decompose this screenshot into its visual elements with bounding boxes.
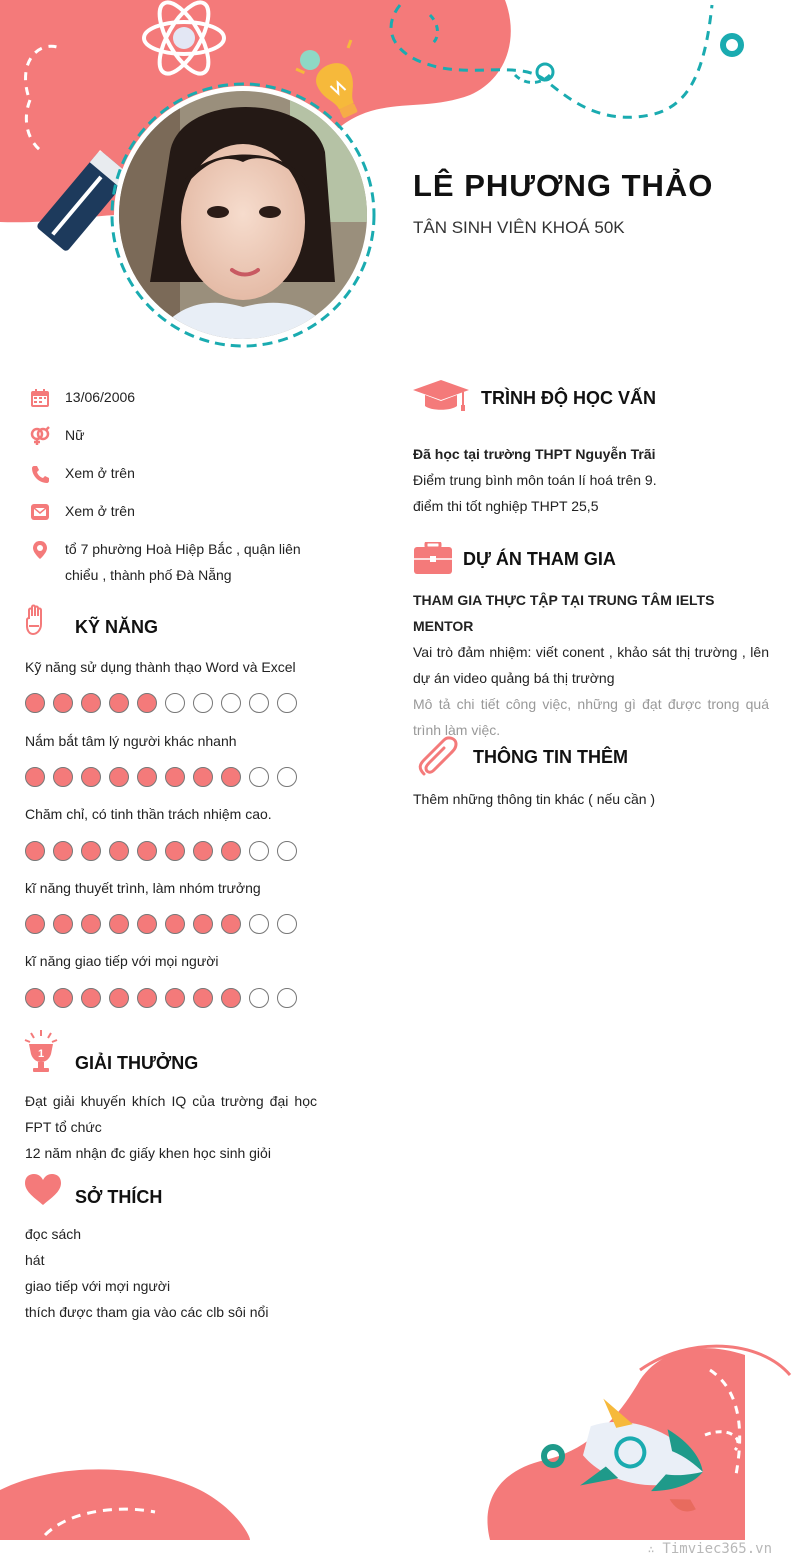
rating-dot-filled bbox=[137, 693, 157, 713]
skill-label: Chăm chỉ, có tinh thần trách nhiệm cao. bbox=[25, 806, 272, 822]
birthdate-row bbox=[30, 388, 135, 410]
rating-dot-filled bbox=[25, 914, 45, 934]
rating-dot-filled bbox=[25, 841, 45, 861]
extra-title: THÔNG TIN THÊM bbox=[473, 747, 628, 767]
rating-dot-filled bbox=[25, 988, 45, 1008]
rating-dot-filled bbox=[137, 914, 157, 934]
rating-dot-filled bbox=[165, 767, 185, 787]
rating-dot-filled bbox=[109, 914, 129, 934]
rating-dot-filled bbox=[221, 767, 241, 787]
rating-dot-filled bbox=[25, 693, 45, 713]
skills-title: KỸ NĂNG bbox=[75, 617, 159, 637]
skill-rating bbox=[25, 914, 297, 934]
hobbies-title: SỞ THÍCH bbox=[75, 1187, 163, 1207]
education-title: TRÌNH ĐỘ HỌC VẤN bbox=[481, 388, 656, 408]
rating-dot-empty bbox=[277, 767, 297, 787]
skill-rating bbox=[25, 841, 297, 861]
skill-rating bbox=[25, 693, 297, 713]
rating-dot-filled bbox=[137, 988, 157, 1008]
gender-icon bbox=[30, 426, 50, 446]
calendar-icon bbox=[30, 388, 50, 408]
rating-dot-filled bbox=[221, 988, 241, 1008]
rating-dot-filled bbox=[193, 767, 213, 787]
email-row bbox=[30, 502, 135, 524]
skill-label: kĩ năng thuyết trình, làm nhóm trưởng bbox=[25, 880, 261, 896]
rating-dot-filled bbox=[137, 767, 157, 787]
rating-dot-empty bbox=[277, 914, 297, 934]
rating-dot-filled bbox=[81, 988, 101, 1008]
rating-dot-filled bbox=[221, 841, 241, 861]
phone-text: Xem ở trên bbox=[65, 465, 135, 481]
rating-dot-empty bbox=[277, 693, 297, 713]
rating-dot-empty bbox=[165, 693, 185, 713]
hobbies-text: đọc sách hát giao tiếp với mợi người thích được tham gia vào các clb sôi nổi bbox=[25, 1226, 269, 1320]
graduation-cap-icon bbox=[413, 380, 469, 414]
rating-dot-filled bbox=[165, 914, 185, 934]
extra-text: Thêm những thông tin khác ( nếu cần ) bbox=[413, 791, 656, 807]
skill-label: kĩ năng giao tiếp với mọi người bbox=[25, 953, 219, 969]
rating-dot-filled bbox=[109, 988, 129, 1008]
email-icon bbox=[30, 502, 50, 522]
email-text: Xem ở trên bbox=[65, 503, 135, 519]
rating-dot-empty bbox=[249, 767, 269, 787]
projects-title: DỰ ÁN THAM GIA bbox=[463, 549, 616, 569]
watermark: ∴ Timviec365.vn bbox=[647, 1541, 772, 1557]
svg-text:1: 1 bbox=[37, 1048, 45, 1060]
rating-dot-filled bbox=[81, 841, 101, 861]
rating-dot-empty bbox=[249, 914, 269, 934]
rating-dot-filled bbox=[165, 988, 185, 1008]
candidate-name: LÊ PHƯƠNG THẢO bbox=[413, 168, 714, 203]
rating-dot-empty bbox=[221, 693, 241, 713]
rating-dot-filled bbox=[137, 841, 157, 861]
rating-dot-filled bbox=[221, 914, 241, 934]
rating-dot-empty bbox=[249, 841, 269, 861]
skill-rating bbox=[25, 988, 297, 1008]
projects-text: THAM GIA THỰC TẬP TẠI TRUNG TÂM IELTS MENTOR Vai trò đảm nhiệm: viết conent , khảo sát thị trường , lên dự án video quảng bá thị trường Mô tả chi tiết công việc, những gì đạt được trong quá trình làm việc. bbox=[413, 592, 769, 738]
candidate-subtitle: TÂN SINH VIÊN KHOÁ 50K bbox=[413, 218, 625, 237]
skill-rating bbox=[25, 767, 297, 787]
address-text: tổ 7 phường Hoà Hiệp Bắc , quận liên chiểu , thành phố Đà Nẵng bbox=[65, 541, 301, 583]
phone-icon bbox=[30, 464, 50, 484]
rating-dot-empty bbox=[249, 988, 269, 1008]
gender-row bbox=[30, 426, 84, 448]
rating-dot-empty bbox=[277, 841, 297, 861]
heart-icon bbox=[25, 1174, 61, 1206]
rating-dot-filled bbox=[53, 767, 73, 787]
rating-dot-filled bbox=[81, 693, 101, 713]
rating-dot-filled bbox=[109, 693, 129, 713]
footer-decoration bbox=[0, 1330, 800, 1566]
skill-label: Kỹ năng sử dụng thành thạo Word và Excel bbox=[25, 659, 296, 675]
briefcase-icon bbox=[414, 542, 452, 574]
rating-dot-filled bbox=[109, 767, 129, 787]
rating-dot-filled bbox=[25, 767, 45, 787]
gender-text: Nữ bbox=[65, 427, 85, 443]
rating-dot-filled bbox=[165, 841, 185, 861]
rating-dot-empty bbox=[193, 693, 213, 713]
education-text: Đã học tại trường THPT Nguyễn Trãi Điểm trung bình môn toán lí hoá trên 9. điểm thi tốt nghiệp THPT 25,5 bbox=[413, 446, 657, 514]
skill-label: Nắm bắt tâm lý người khác nhanh bbox=[25, 733, 237, 749]
rating-dot-filled bbox=[81, 914, 101, 934]
rating-dot-filled bbox=[81, 767, 101, 787]
rating-dot-filled bbox=[193, 988, 213, 1008]
hand-icon bbox=[24, 604, 48, 638]
birthdate-text: 13/06/2006 bbox=[65, 389, 136, 405]
rating-dot-filled bbox=[193, 914, 213, 934]
rating-dot-filled bbox=[53, 988, 73, 1008]
awards-title: GIẢI THƯỞNG bbox=[75, 1053, 199, 1073]
rating-dot-filled bbox=[53, 693, 73, 713]
rating-dot-filled bbox=[53, 841, 73, 861]
rating-dot-empty bbox=[249, 693, 269, 713]
rating-dot-empty bbox=[277, 988, 297, 1008]
rating-dot-filled bbox=[53, 914, 73, 934]
paperclip-icon bbox=[416, 736, 460, 778]
avatar bbox=[110, 82, 376, 348]
location-icon bbox=[30, 540, 50, 560]
rating-dot-filled bbox=[109, 841, 129, 861]
rating-dot-filled bbox=[193, 841, 213, 861]
awards-text: Đạt giải khuyến khích IQ của trường đại học FPT tổ chức 12 năm nhận đc giấy khen học sinh giỏi bbox=[25, 1093, 317, 1161]
address-row bbox=[30, 540, 301, 588]
trophy-icon bbox=[24, 1030, 58, 1074]
phone-row bbox=[30, 464, 135, 486]
